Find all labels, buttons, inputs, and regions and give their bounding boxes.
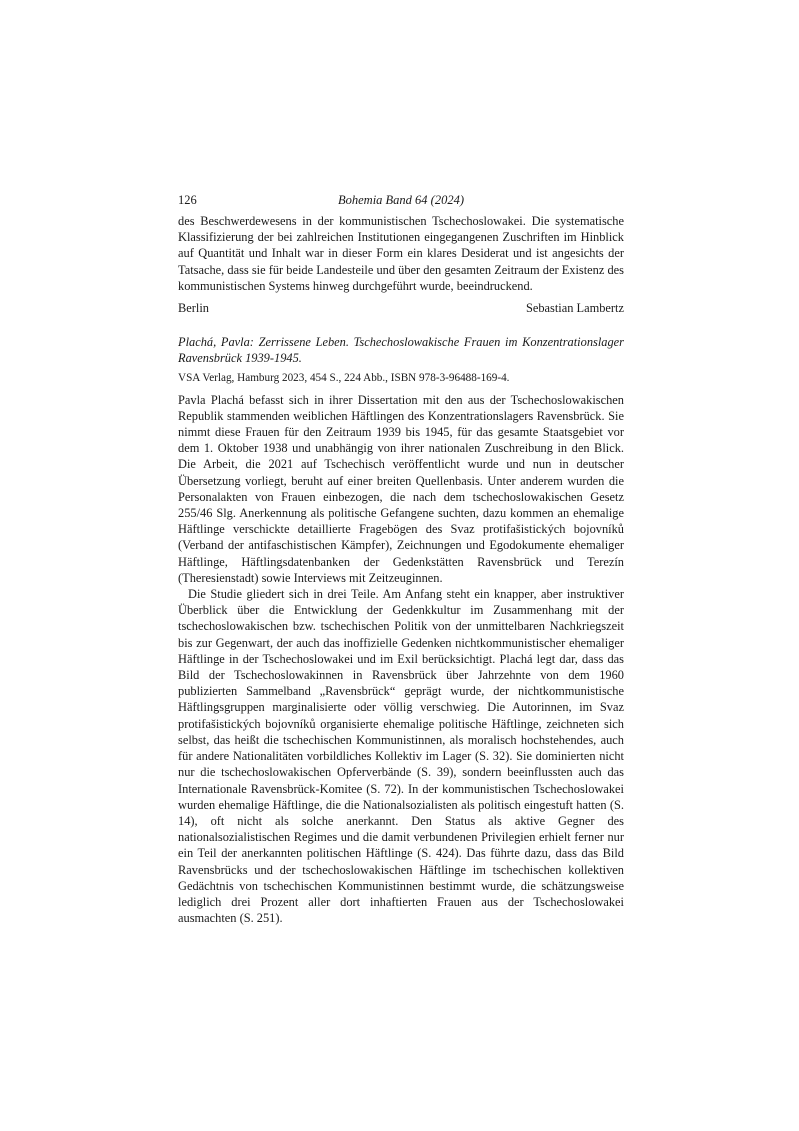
review-signature xyxy=(178,300,624,316)
review-publication-info: VSA Verlag, Hamburg 2023, 454 S., 224 Abb., ISBN 978-3-96488-169-4. xyxy=(178,371,510,384)
previous-review-closing-paragraph: des Beschwerdewesens in der kommunistischen Tschechoslowakei. Die systematische Klassifizierung der bei zahlreichen Institutionen eingegangenen Zuschriften im Hinblick auf Quantität und Inhalt war in dieser Form ein klares Desiderat und ist angesichts der Tatsache, dass sie für beide Landesteile und über den gesamten Zeitraum der Existenz des kommunistischen Systems hinweg durchgeführt wurde, beeindruckend. xyxy=(178,214,624,293)
page-number: 126 xyxy=(178,193,197,207)
document-page xyxy=(178,193,624,926)
running-header xyxy=(178,193,624,213)
review-paragraph-2: Die Studie gliedert sich in drei Teile. Am Anfang steht ein knapper, aber instruktiver Überblick über die Entwicklung der Gedenkkultur im Zusammenhang mit der tschechoslowakischen bzw. tschechischen Politik von der unmittelbaren Nachkriegszeit bis zur Gegenwart, der auch das inoffizielle Gedenken nichtkommunistischer ehemaliger Häftlinge in der Tschechoslowakei und im Exil berücksichtigt. Plachá legt dar, dass das Bild der Tschechoslowakinnen in Ravensbrück über Jahrzehnte von dem 1960 publizierten Sammelband „Ravensbrück“ geprägt wurde, der nichtkommunistische Häftlingsgruppen marginalisierte oder völlig verschwieg. Die Autorinnen, im Svaz protifašistických bojovníků organisierte ehemalige politische Häftlinge, zeichneten sich selbst, das heißt die tschechischen Kommunistinnen, als moralisch hochstehendes, auch für andere Nationalitäten vorbildliches Kollektiv im Lager (S. 32). Sie dominierten nicht nur die tschechoslowakischen Opferverbände (S. 39), sondern beeinflussten auch das Internationale Ravensbrück-Komitee (S. 72). In der kommunistischen Tschechoslowakei wurden ehemalige Häftlinge, die die Nationalsozialisten als politisch eingestuft hatten (S. 14), oft nicht als solche anerkannt. Den Status als aktive Gegner des nationalsozialistischen Regimes und die damit verbundenen Privilegien erhielt ferner nur ein Teil der anerkannten politischen Häftlinge (S. 424). Das führte dazu, dass das Bild Ravensbrücks und der tschechoslowakischen Häftlinge im tschechischen kollektiven Gedächtnis von tschechischen Kommunistinnen bestimmt wurde, die schätzungsweise lediglich drei Prozent aller dort inhaftierten Frauen aus der Tschechoslowakei ausmachten (S. 251). xyxy=(178,587,624,926)
review-book-title: Plachá, Pavla: Zerrissene Leben. Tschechoslowakische Frauen im Konzentrationslager Ravensbrück 1939-1945. xyxy=(178,335,624,366)
signature-reviewer: Sebastian Lambertz xyxy=(525,301,624,316)
review-paragraph-1: Pavla Plachá befasst sich in ihrer Dissertation mit den aus der Tschechoslowakischen Republik stammenden weiblichen Häftlingen des Konzentrationslagers Ravensbrück. Sie nimmt diese Frauen für den Zeitraum 1939 bis 1945, für das gesamte Staatsgebiet vor dem 1. Oktober 1938 und unabhängig von ihrer nationalen Zuschreibung in den Blick. Die Arbeit, die 2021 auf Tschechisch veröffentlicht wurde und nun in deutscher Übersetzung vorliegt, beruht auf einer breiten Quellenbasis. Unter anderem wurden die Personalakten von Frauen einbezogen, die nach dem tschechoslowakischen Gesetz 255/46 Slg. Anerkennung als politische Gefangene suchten, dazu kommen an ehemalige Häftlinge verschickte detaillierte Fragebögen des Svaz protifašistických bojovníků (Verband der antifaschistischen Kämpfer), Zeichnungen und Egodokumente ehemaliger Häftlinge, Häftlingsdatenbanken der Gedenkstätten Ravensbrück und Terezín (Theresienstadt) sowie Interviews mit Zeitzeuginnen. xyxy=(178,392,624,585)
signature-place: Berlin xyxy=(178,301,209,316)
journal-title: Bohemia Band 64 (2024) xyxy=(337,193,465,207)
